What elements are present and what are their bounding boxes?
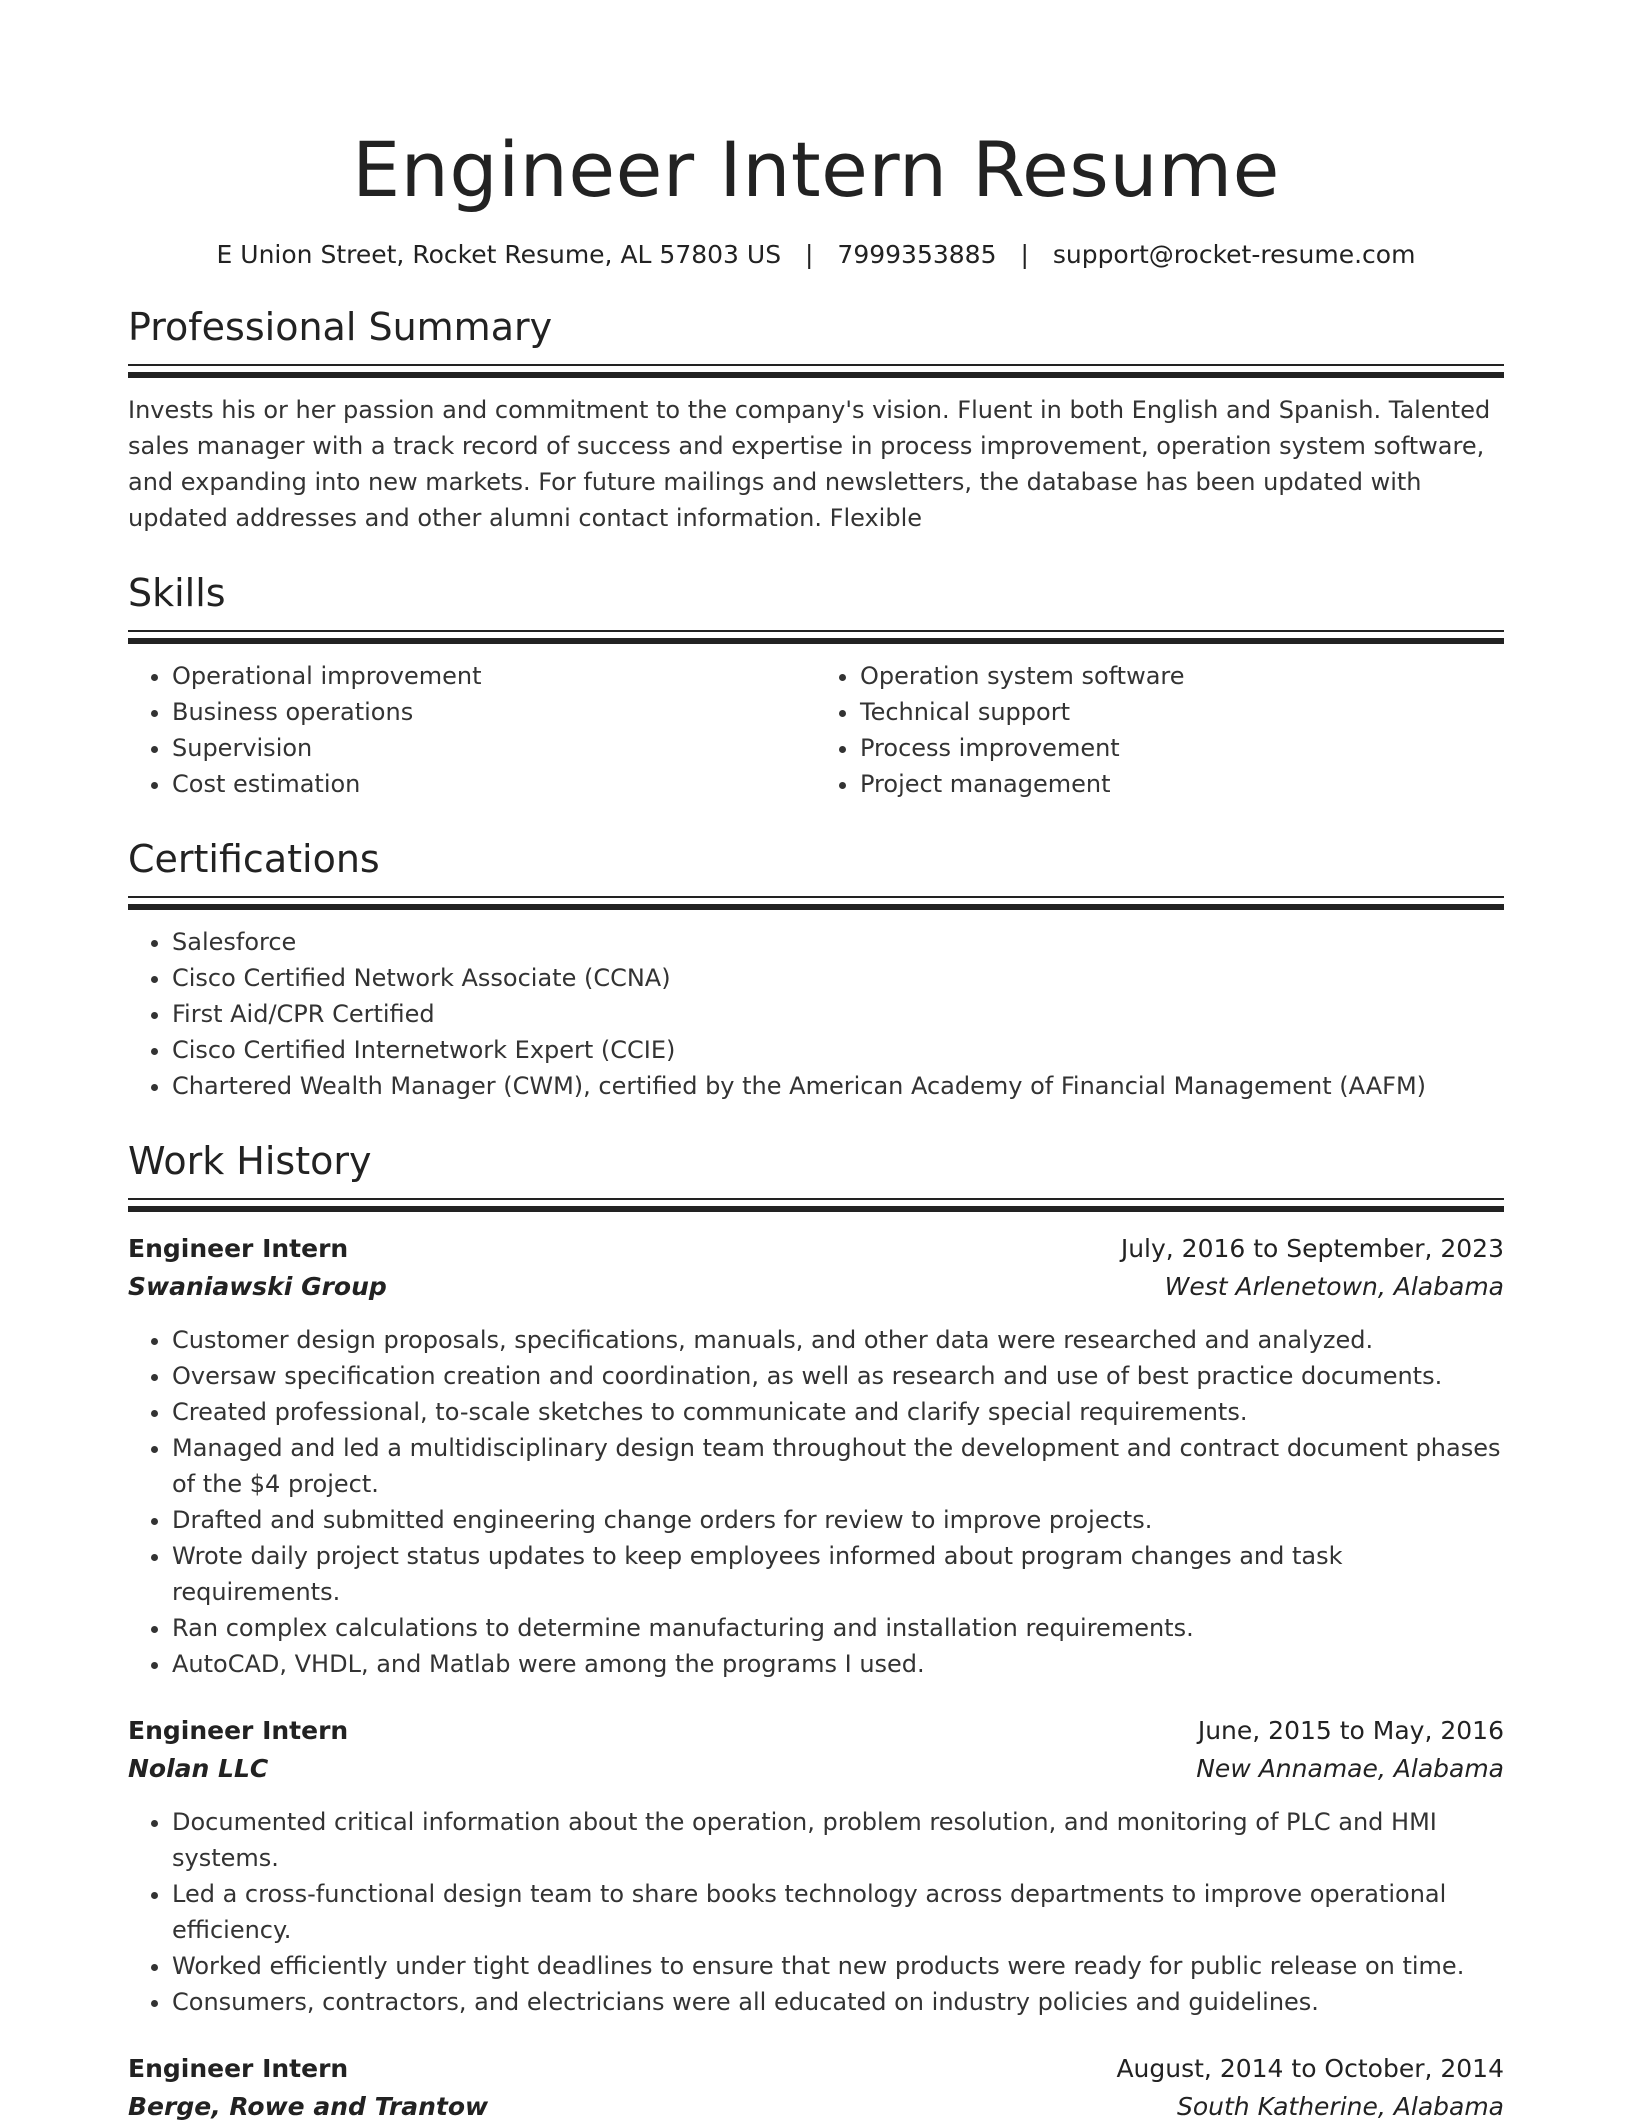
job-company: Berge, Rowe and Trantow (128, 2092, 489, 2121)
certification-item: • Cisco Certified Network Associate (CCNA) (172, 960, 1504, 996)
job-company-row (128, 1750, 1504, 1788)
job-dates: July, 2016 to September, 2023 (1120, 1234, 1504, 1263)
certifications-section (128, 836, 1504, 1104)
job-entry (128, 1230, 1504, 1682)
skill-item: • Business operations (172, 694, 816, 730)
job-bullet: • Wrote daily project status updates to keep employees informed about program changes and task requirements. (172, 1538, 1504, 1610)
job-company: Nolan LLC (128, 1754, 269, 1783)
certification-item: • First Aid/CPR Certified (172, 996, 1504, 1032)
contact-separator: | (1020, 240, 1029, 269)
skills-section (128, 570, 1504, 802)
job-bullet: • Ran complex calculations to determine manufacturing and installation requirements. (172, 1610, 1504, 1646)
skill-item: • Project management (860, 766, 1504, 802)
job-header-row (128, 1712, 1504, 1750)
resume-title: Engineer Intern Resume (352, 125, 1280, 214)
section-divider (128, 630, 1504, 644)
work-history-heading: Work History (128, 1139, 372, 1183)
summary-section (128, 304, 1504, 536)
job-header-row (128, 1230, 1504, 1268)
job-title: Engineer Intern (128, 2054, 349, 2083)
section-divider (128, 896, 1504, 910)
job-bullet: • Consumers, contractors, and electricians were all educated on industry policies and guidelines. (172, 1984, 1504, 2020)
job-bullet: • Documented critical information about the operation, problem resolution, and monitoring of PLC and HMI systems. (172, 1804, 1504, 1876)
job-entry (128, 1712, 1504, 2020)
job-title: Engineer Intern (128, 1234, 349, 1263)
job-location: New Annamae, Alabama (1196, 1754, 1504, 1783)
job-bullets (128, 1322, 1504, 1682)
skill-item: • Cost estimation (172, 766, 816, 802)
job-title: Engineer Intern (128, 1716, 349, 1745)
job-bullet: • Worked efficiently under tight deadlines to ensure that new products were ready for public release on time. (172, 1948, 1504, 1984)
certification-item: • Chartered Wealth Manager (CWM), certified by the American Academy of Financial Management (AAFM) (172, 1068, 1504, 1104)
job-bullet: • Created professional, to-scale sketches to communicate and clarify special requirements. (172, 1394, 1504, 1430)
job-dates: June, 2015 to May, 2016 (1197, 1716, 1504, 1745)
summary-heading: Professional Summary (128, 305, 553, 349)
job-bullet: • Led a cross-functional design team to share books technology across departments to improve operational efficiency. (172, 1876, 1504, 1948)
skills-heading: Skills (128, 571, 226, 615)
skill-item: • Operational improvement (172, 658, 816, 694)
job-location: West Arlenetown, Alabama (1164, 1272, 1504, 1301)
job-bullet: • Managed and led a multidisciplinary design team throughout the development and contract document phases of the $4 project. (172, 1430, 1504, 1502)
certifications-list (128, 924, 1504, 1104)
job-company-row (128, 2088, 1504, 2126)
contact-phone: 7999353885 (837, 240, 997, 269)
contact-address: E Union Street, Rocket Resume, AL 57803 US (216, 240, 782, 269)
job-header-row (128, 2050, 1504, 2088)
skills-list-right (816, 658, 1504, 802)
certification-item: • Cisco Certified Internetwork Expert (CCIE) (172, 1032, 1504, 1068)
job-bullet: • Customer design proposals, specifications, manuals, and other data were researched and analyzed. (172, 1322, 1504, 1358)
contact-line (128, 240, 1504, 270)
section-divider (128, 364, 1504, 378)
contact-separator: | (805, 240, 814, 269)
job-bullet: • Drafted and submitted engineering change orders for review to improve projects. (172, 1502, 1504, 1538)
certification-item: • Salesforce (172, 924, 1504, 960)
section-divider (128, 1198, 1504, 1212)
job-bullet: • Oversaw specification creation and coordination, as well as research and use of best practice documents. (172, 1358, 1504, 1394)
job-company: Swaniawski Group (128, 1272, 387, 1301)
contact-email: support@rocket-resume.com (1052, 240, 1416, 269)
skills-grid (128, 658, 1504, 802)
job-location: South Katherine, Alabama (1176, 2092, 1504, 2121)
certifications-heading: Certifications (128, 837, 380, 881)
skill-item: • Process improvement (860, 730, 1504, 766)
summary-text: Invests his or her passion and commitment to the company's vision. Fluent in both English and Spanish. Talented sales manager with a track record of success and expertise in process improvement, operation system software, and expanding into new markets. For future mailings and newsletters, the database has been updated with updated addresses and other alumni contact information. Flexible (128, 396, 1491, 532)
skill-item: • Technical support (860, 694, 1504, 730)
job-bullet: • AutoCAD, VHDL, and Matlab were among the programs I used. (172, 1646, 1504, 1682)
job-dates: August, 2014 to October, 2014 (1116, 2054, 1504, 2083)
skill-item: • Operation system software (860, 658, 1504, 694)
job-entry (128, 2050, 1504, 2126)
work-history-section (128, 1138, 1504, 2126)
job-company-row (128, 1268, 1504, 1306)
skills-list-left (128, 658, 816, 802)
job-bullets (128, 1804, 1504, 2020)
skill-item: • Supervision (172, 730, 816, 766)
